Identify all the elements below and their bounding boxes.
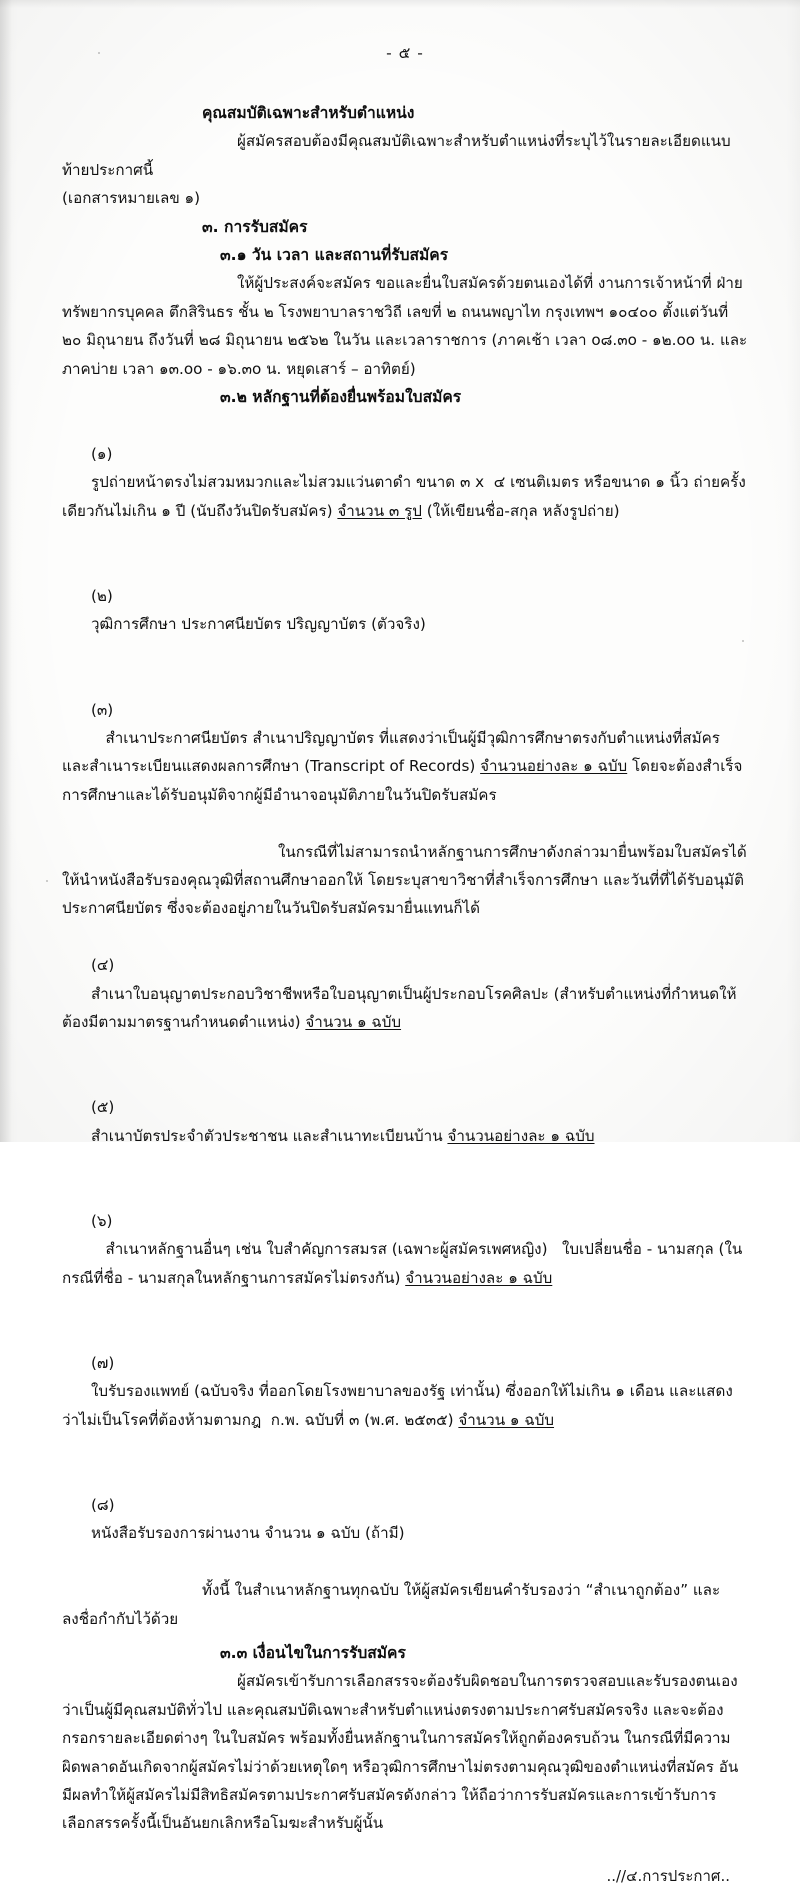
evidence-item-7 xyxy=(62,1320,748,1462)
evidence-item-3-marker: (๓) xyxy=(90,700,114,719)
evidence-item-8 xyxy=(62,1463,748,1577)
evidence-item-8-text-before: หนังสือรับรองการผ่านงาน จำนวน ๑ ฉบับ (ถ้ามี) xyxy=(90,1524,405,1543)
footer-note: ..//๔.การประกาศ.. xyxy=(606,1866,730,1885)
section-qualifications-heading: คุณสมบัติเฉพาะสำหรับตำแหน่ง xyxy=(202,104,415,122)
evidence-item-6-underlined: จำนวนอย่างละ ๑ ฉบับ xyxy=(405,1268,553,1287)
evidence-item-6-text-before: สำเนาหลักฐานอื่นๆ เช่น ใบสำคัญการสมรส (เฉพาะผู้สมัครเพศหญิง) ใบเปลี่ยนชื่อ - นามสกุล (ในกรณีที่ชื่อ - นามสกุลในหลักฐานการสมัครไม่ตรงกัน) xyxy=(62,1240,743,1287)
evidence-item-3-text-after: โดยจะต้องสำเร็จการศึกษาและได้รับอนุมัติจากผู้มีอำนาจอนุมัติภายในวันปิดรับสมัคร xyxy=(62,757,743,804)
evidence-item-6-marker: (๖) xyxy=(90,1211,113,1230)
evidence-item-2-text-before: วุฒิการศึกษา ประกาศนียบัตร ปริญญาบัตร (ตัวจริง) xyxy=(90,615,426,634)
evidence-item-8-marker: (๘) xyxy=(90,1495,115,1514)
scan-edge-top xyxy=(0,0,800,8)
section-3-1-paragraph: ให้ผู้ประสงค์จะสมัคร ขอและยื่นใบสมัครด้วยตนเองได้ที่ งานการเจ้าหน้าที่ ฝ่ายทรัพยากรบุคคล ตึกสิรินธร ชั้น ๒ โรงพยาบาลราชวิถี เลขที่ ๒ ถนนพญาไท กรุงเทพฯ ๑๐๔๐๐ ตั้งแต่วันที่ ๒๐ มิถุนายน ถึงวันที่ ๒๘ มิถุนายน ๒๕๖๒ ในวัน และเวลาราชการ (ภาคเช้า เวลา o๘.๓o - ๑๒.oo น. และภาคบ่าย เวลา ๑๓.oo - ๑๖.๓o น. หยุดเสาร์ – อาทิตย์) xyxy=(62,274,748,378)
evidence-item-3-text-before: สำเนาประกาศนียบัตร สำเนาปริญญาบัตร ที่แสดงว่าเป็นผู้มีวุฒิการศึกษาตรงกับตำแหน่งที่สมัคร และสำเนาระเบียนแสดงผลการศึกษา (Transcript of Records) xyxy=(62,728,725,776)
evidence-item-1-text-before: รูปถ่ายหน้าตรงไม่สวมหมวกและไม่สวมแว่นตาดำ ขนาด ๓ x ๔ เซนติเมตร หรือขนาด ๑ นิ้ว ถ่ายครั้งเดียวกันไม่เกิน ๑ ปี (นับถึงวันปิดรับสมัคร) xyxy=(62,473,746,520)
evidence-item-7-marker: (๗) xyxy=(90,1353,115,1372)
closing-paragraph: ทั้งนี้ ในสำเนาหลักฐานทุกฉบับ ให้ผู้สมัครเขียนคำรับรองว่า “สำเนาถูกต้อง” และลงชื่อกำกับไว้ด้วย xyxy=(62,1581,721,1628)
page-number: - ๕ - xyxy=(386,44,424,62)
evidence-item-3 xyxy=(62,667,748,837)
section-qualifications-body: ผู้สมัครสอบต้องมีคุณสมบัติเฉพาะสำหรับตำแหน่งที่ระบุไว้ในรายละเอียดแนบท้ายประกาศนี้ xyxy=(62,132,731,179)
evidence-item-7-underlined: จำนวน ๑ ฉบับ xyxy=(458,1410,555,1429)
evidence-item-1-marker: (๑) xyxy=(90,444,113,463)
evidence-item-5-marker: (๕) xyxy=(90,1098,115,1117)
section-3-1-heading: ๓.๑ วัน เวลา และสถานที่รับสมัคร xyxy=(220,246,449,265)
evidence-item-4 xyxy=(62,923,748,1065)
evidence-item-3-underlined: จำนวนอย่างละ ๑ ฉบับ xyxy=(480,757,628,776)
evidence-item-5-underlined: จำนวนอย่างละ ๑ ฉบับ xyxy=(447,1126,595,1145)
evidence-item-4-text-before: สำเนาใบอนุญาตประกอบวิชาชีพหรือใบอนุญาตเป็นผู้ประกอบโรคศิลปะ (สำหรับตำแหน่งที่กำหนดให้ต้องมีตามมาตรฐานกำหนดตำแหน่ง) xyxy=(62,984,737,1031)
evidence-item-7-text-before: ใบรับรองแพทย์ (ฉบับจริง ที่ออกโดยโรงพยาบาลของรัฐ เท่านั้น) ซึ่งออกให้ไม่เกิน ๑ เดือน และแสดงว่าไม่เป็นโรคที่ต้องห้ามตามกฎ ก.พ. ฉบับที่ ๓ (พ.ศ. ๒๕๓๕) xyxy=(62,1382,733,1429)
page-content xyxy=(62,40,752,1888)
exception-paragraph: ในกรณีที่ไม่สามารถนำหลักฐานการศึกษาดังกล่าวมายื่นพร้อมใบสมัครได้ ให้นำหนังสือรับรองคุณวุฒิที่สถานศึกษาออกให้ โดยระบุสาขาวิชาที่สำเร็จการศึกษา และวันที่ที่ได้รับอนุมัติประกาศนียบัตร ซึ่งจะต้องอยู่ภายในวันปิดรับสมัครมายื่นแทนก็ได้ xyxy=(62,842,752,918)
evidence-item-5-text-before: สำเนาบัตรประจำตัวประชาชน และสำเนาทะเบียนบ้าน xyxy=(90,1126,448,1145)
section-3-3-heading: ๓.๓ เงื่อนไขในการรับสมัคร xyxy=(220,1643,406,1662)
scan-speck xyxy=(46,880,48,882)
evidence-item-4-marker: (๔) xyxy=(90,956,115,975)
evidence-item-3-spacer xyxy=(91,729,105,747)
section-3-2-heading: ๓.๒ หลักฐานที่ต้องยื่นพร้อมใบสมัคร xyxy=(220,388,462,407)
evidence-item-4-underlined: จำนวน ๑ ฉบับ xyxy=(305,1013,402,1031)
evidence-item-1-underlined: จำนวน ๓ รูป xyxy=(337,501,422,520)
attachment-note: (เอกสารหมายเลข ๑) xyxy=(62,189,201,208)
evidence-item-2 xyxy=(62,554,748,668)
scan-edge-left xyxy=(0,0,12,1142)
evidence-item-6-spacer xyxy=(91,1240,105,1258)
evidence-item-2-marker: (๒) xyxy=(90,586,113,605)
section-3-3-paragraph: ผู้สมัครเข้ารับการเลือกสรรจะต้องรับผิดชอบในการตรวจสอบและรับรองตนเองว่าเป็นผู้มีคุณสมบัติทั่วไป และคุณสมบัติเฉพาะสำหรับตำแหน่งตรงตามประกาศรับสมัครจริง และจะต้องกรอกรายละเอียดต่างๆ ในใบสมัคร พร้อมทั้งยื่นหลักฐานในการสมัครให้ถูกต้องครบถ้วน ในกรณีที่มีความผิดพลาดอันเกิดจากผู้สมัครไม่ว่าด้วยเหตุใดๆ หรือวุฒิการศึกษาไม่ตรงตามคุณวุฒิของตำแหน่งที่สมัคร อันมีผลทำให้ผู้สมัครไม่มีสิทธิสมัครตามประกาศรับสมัครดังกล่าว ให้ถือว่าการรับสมัครและการเข้ารับการเลือกสรรครั้งนี้เป็นอันยกเลิกหรือโมฆะสำหรับผู้นั้น xyxy=(62,1672,739,1833)
evidence-item-6 xyxy=(62,1178,748,1320)
evidence-item-1-text-after: (ให้เขียนชื่อ-สกุล หลังรูปถ่าย) xyxy=(421,501,620,520)
evidence-item-5 xyxy=(62,1065,748,1179)
section-3-heading: ๓. การรับสมัคร xyxy=(202,217,308,236)
evidence-item-1 xyxy=(62,411,748,553)
